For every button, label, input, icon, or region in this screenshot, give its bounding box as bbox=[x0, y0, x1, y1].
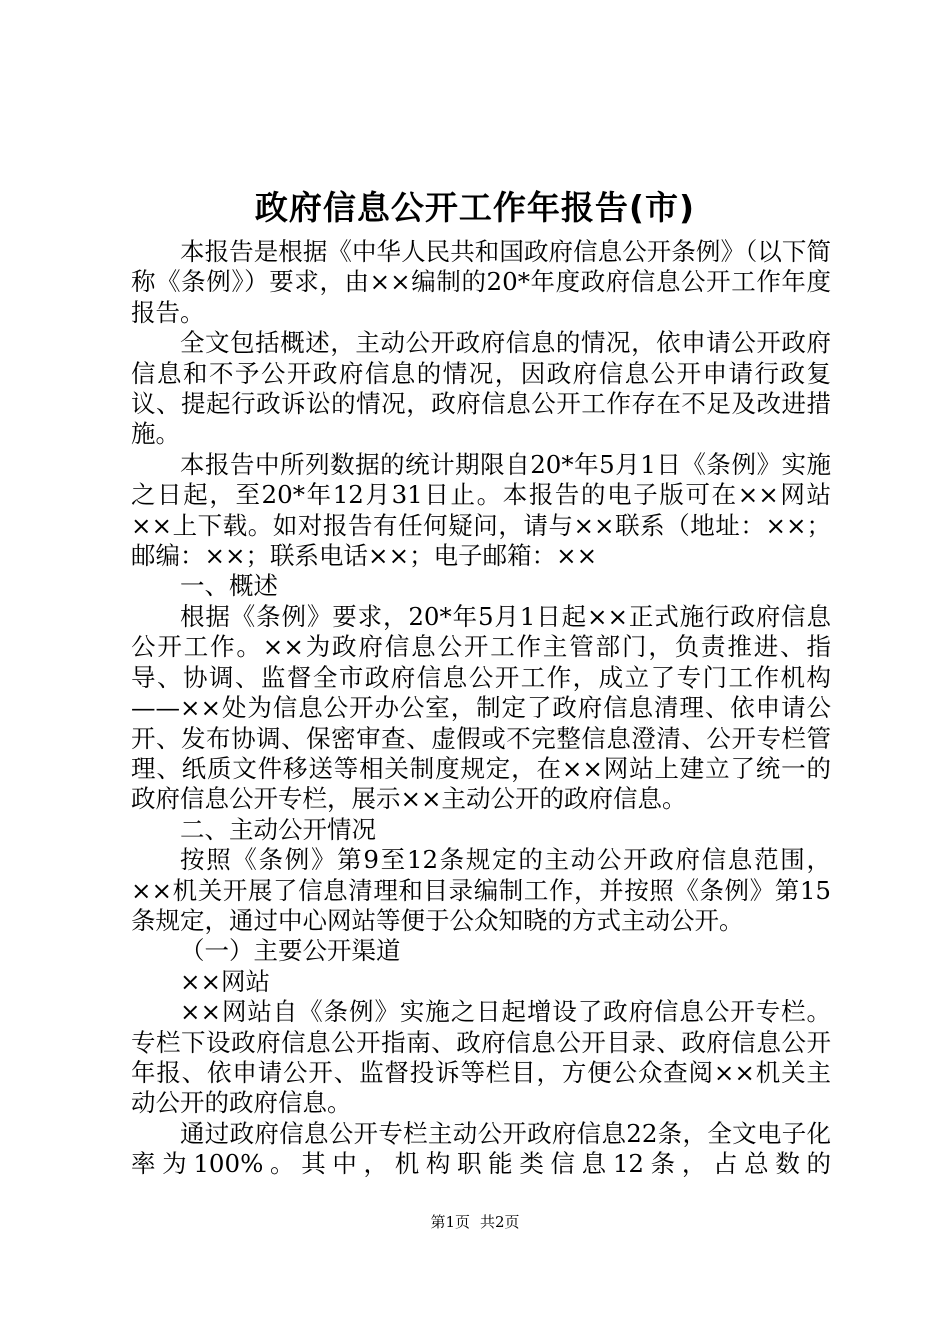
section-heading-overview: 一、概述 bbox=[180, 571, 278, 601]
paragraph-contents: 全文包括概述，主动公开政府信息的情况，依申请公开政府信息和不予公开政府信息的情况，因政府信息公开申请行政复议、提起行政诉讼的情况，政府信息公开工作存在不足及改进措施。 bbox=[131, 328, 831, 449]
paragraph-website: ××网站自《条例》实施之日起增设了政府信息公开专栏。专栏下设政府信息公开指南、政府信息公开目录、政府信息公开年报、依申请公开、监督投诉等栏目，方便公众查阅××机关主动公开的政府信息。 bbox=[131, 997, 831, 1118]
paragraph-statistics-period: 本报告中所列数据的统计期限自20*年5月1日《条例》实施之日起，至20*年12月31日止。本报告的电子版可在××网站××上下载。如对报告有任何疑问，请与××联系（地址：××；邮编：××；联系电话××；电子邮箱：×× bbox=[131, 449, 831, 571]
document-title: 政府信息公开工作年报告(市) bbox=[254, 188, 696, 227]
subsection-heading-website: ××网站 bbox=[180, 966, 271, 996]
paragraph-intro: 本报告是根据《中华人民共和国政府信息公开条例》（以下简称《条例》）要求，由××编制的20*年度政府信息公开工作年度报告。 bbox=[131, 237, 831, 327]
page-footer bbox=[0, 1212, 950, 1232]
paragraph-active-disclosure: 按照《条例》第9至12条规定的主动公开政府信息范围，××机关开展了信息清理和目录编制工作，并按照《条例》第15条规定，通过中心网站等便于公众知晓的方式主动公开。 bbox=[131, 845, 831, 935]
paragraph-disclosure-stats: 通过政府信息公开专栏主动公开政府信息22条，全文电子化率为100%。其中，机构职能类信息12条，占总数的 bbox=[131, 1118, 831, 1179]
page-number: 第1页 bbox=[430, 1213, 470, 1231]
paragraph-overview: 根据《条例》要求，20*年5月1日起××正式施行政府信息公开工作。××为政府信息公开工作主管部门，负责推进、指导、协调、监督全市政府信息公开工作，成立了专门工作机构——××处为信息公开办公室，制定了政府信息清理、依申请公开、发布协调、保密审查、虚假或不完整信息澄清、公开专栏管理、纸质文件移送等相关制度规定，在××网站上建立了统一的政府信息公开专栏，展示××主动公开的政府信息。 bbox=[131, 601, 831, 814]
document-body bbox=[131, 237, 831, 1180]
section-heading-active-disclosure: 二、主动公开情况 bbox=[180, 814, 376, 844]
page-total: 共2页 bbox=[480, 1213, 520, 1231]
subsection-heading-channels: （一）主要公开渠道 bbox=[180, 936, 401, 966]
